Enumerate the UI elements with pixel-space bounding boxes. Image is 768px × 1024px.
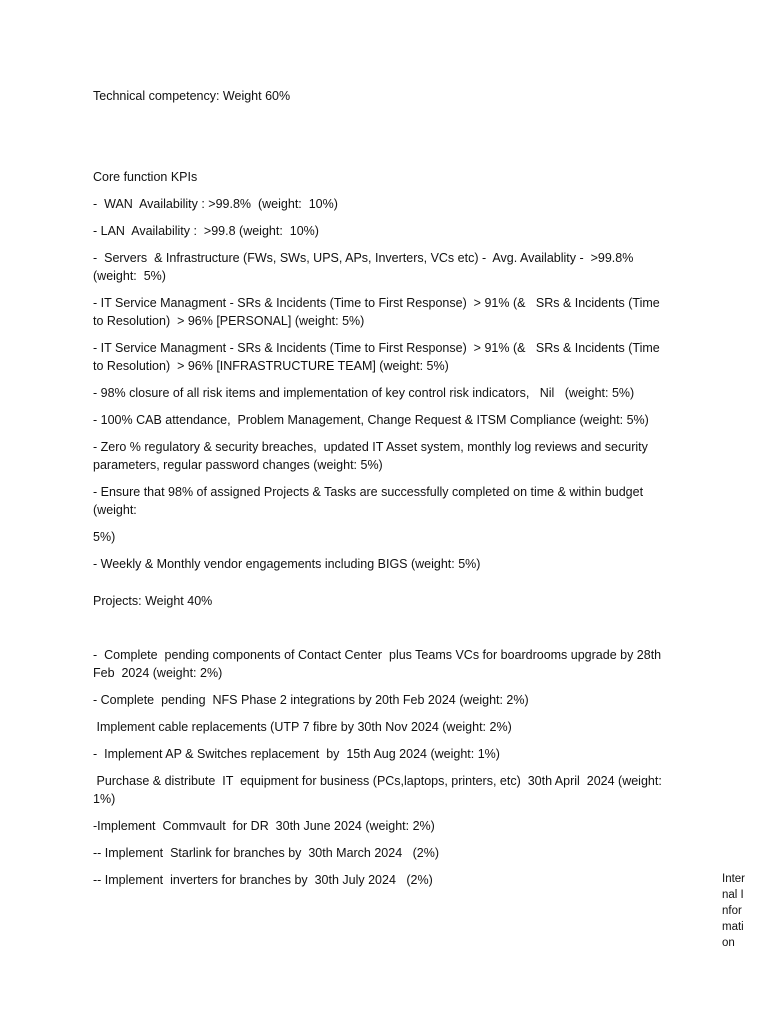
document-body — [93, 87, 673, 898]
project-item: - Implement AP & Switches replacement by 15th Aug 2024 (weight: 1%) — [93, 747, 500, 761]
project-item: -Implement Commvault for DR 30th June 2024 (weight: 2%) — [93, 819, 435, 833]
core-kpi-list — [93, 195, 673, 573]
core-kpi-item: - Ensure that 98% of assigned Projects & Tasks are successfully completed on time & within budget (weight: — [93, 485, 647, 517]
project-item: Implement cable replacements (UTP 7 fibre by 30th Nov 2024 (weight: 2%) — [93, 720, 512, 734]
core-kpi-item: - IT Service Managment - SRs & Incidents (Time to First Response) > 91% (& SRs & Incidents (Time to Resolution) > 96% [INFRASTRUCTURE TEAM] (weight: 5%) — [93, 341, 664, 373]
project-item: Purchase & distribute IT equipment for business (PCs,laptops, printers, etc) 30th April 2024 (weight: 1%) — [93, 774, 666, 806]
core-kpi-item: - Zero % regulatory & security breaches, updated IT Asset system, monthly log reviews and security parameters, regular password changes (weight: 5%) — [93, 440, 652, 472]
core-function-heading: Core function KPIs — [93, 170, 198, 184]
technical-competency-heading: Technical competency: Weight 60% — [93, 89, 291, 103]
project-item: - Complete pending NFS Phase 2 integrations by 20th Feb 2024 (weight: 2%) — [93, 693, 529, 707]
projects-heading: Projects: Weight 40% — [93, 594, 213, 608]
project-item: -- Implement Starlink for branches by 30th March 2024 (2%) — [93, 846, 439, 860]
project-item: - Complete pending components of Contact Center plus Teams VCs for boardrooms upgrade by 28th Feb 2024 (weight: 2%) — [93, 648, 665, 680]
core-kpi-item: - LAN Availability : >99.8 (weight: 10%) — [93, 224, 319, 238]
core-kpi-item: - IT Service Managment - SRs & Incidents (Time to First Response) > 91% (& SRs & Incidents (Time to Resolution) > 96% [PERSONAL] (weight: 5%) — [93, 296, 664, 328]
core-kpi-item: - WAN Availability : >99.8% (weight: 10%) — [93, 197, 338, 211]
project-list — [93, 646, 673, 889]
core-kpi-item: - Servers & Infrastructure (FWs, SWs, UPS, APs, Inverters, VCs etc) - Avg. Availablity - >99.8% (weight: 5%) — [93, 251, 637, 283]
classification-label: Internal Information — [722, 873, 746, 949]
core-kpi-item: - Weekly & Monthly vendor engagements including BIGS (weight: 5%) — [93, 557, 481, 571]
core-kpi-item: - 100% CAB attendance, Problem Management, Change Request & ITSM Compliance (weight: 5%) — [93, 413, 649, 427]
project-item: -- Implement inverters for branches by 30th July 2024 (2%) — [93, 873, 433, 887]
core-kpi-item: - 98% closure of all risk items and implementation of key control risk indicators, Nil (weight: 5%) — [93, 386, 635, 400]
core-kpi-item: 5%) — [93, 530, 116, 544]
